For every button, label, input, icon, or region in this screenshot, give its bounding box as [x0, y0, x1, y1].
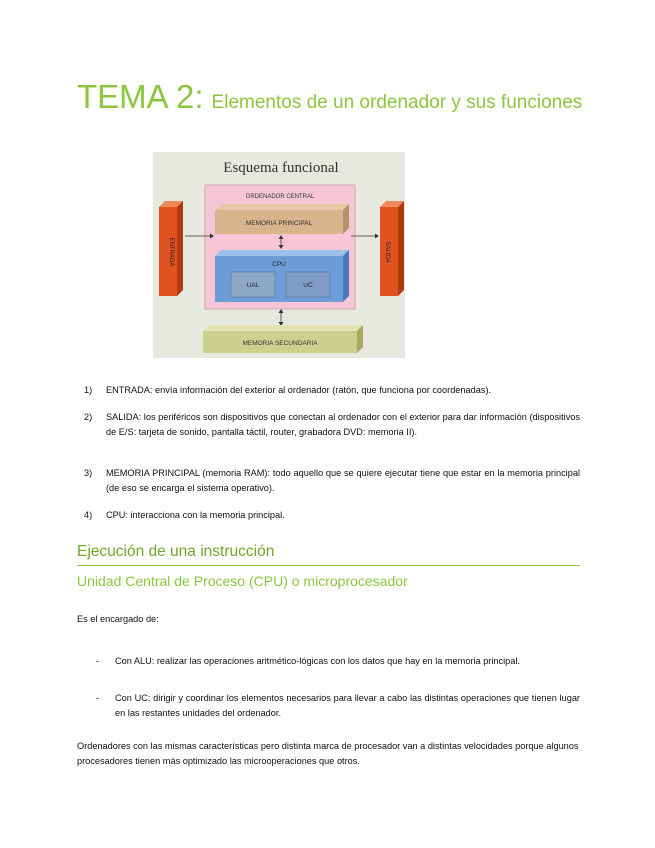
list-number: 3): [84, 468, 93, 478]
closing-paragraph: Ordenadores con las mismas características pero distinta marca de procesador van a distintas velocidades porque algunos procesadores tienen más optimizado las microoperaciones que otros.: [77, 741, 579, 766]
cpu-side: [343, 250, 349, 302]
salida-label: SALIDA: [384, 241, 390, 263]
subsection-heading: Unidad Central de Proceso (CPU) o microprocesador: [77, 573, 408, 589]
list-text: CPU: interacciona con la memoria principal.: [106, 510, 285, 520]
list-number: 2): [84, 412, 93, 422]
bullet-dash: -: [96, 693, 100, 703]
title-subtitle: Elementos de un ordenador y sus funciones: [211, 92, 583, 113]
cpu-top: [215, 250, 349, 256]
bullet-item: [96, 691, 580, 721]
functional-diagram: [153, 152, 405, 358]
list-item: [84, 466, 580, 496]
bullet-text: Con UC: dirigir y coordinar los elementos necesarios para llevar a cabo las distintas operaciones que tienen lugar en las restantes unidades del ordenador.: [115, 693, 580, 718]
memoria-principal-label: MEMORIA PRINCIPAL: [245, 220, 313, 227]
bullet-text: Con ALU: realizar las operaciones aritmético-lógicas con los datos que hay en la memoria principal.: [115, 656, 520, 666]
diagram-heading: Esquema funcional: [223, 160, 339, 176]
memoria-top: [215, 204, 349, 210]
list-text: SALIDA: los periféricos son dispositivos que conectan al ordenador con el exterior para dar información (dispositivos de E/S: tarjeta de sonido, pantalla táctil, router, grabadora DVD: memoria II).: [106, 412, 580, 437]
salida-side: [398, 201, 404, 296]
ual-label: UAL: [246, 282, 260, 289]
list-text: ENTRADA: envía información del exterior al ordenador (ratón, que funciona por coordenadas).: [106, 385, 492, 395]
section-heading: Ejecución de una instrucción: [77, 543, 275, 560]
list-item: [84, 410, 580, 455]
list-number: 1): [84, 385, 93, 395]
section-divider: [77, 565, 580, 566]
list-text: MEMORIA PRINCIPAL (memoria RAM): todo aquello que se quiere ejecutar tiene que estar en la memoria principal (de eso se encarga el sistema operativo).: [106, 468, 580, 493]
entrada-label: ENTRADA: [168, 237, 174, 267]
cpu-label: CPU: [272, 261, 286, 268]
entrada-side: [177, 201, 183, 296]
secundaria-top: [203, 325, 363, 331]
central-label: ORDENADOR CENTRAL: [245, 194, 315, 200]
memoria-secundaria-label: MEMORIA SECUNDARIA: [242, 340, 318, 347]
page-title: [77, 78, 582, 116]
title-main: TEMA 2:: [77, 78, 204, 115]
bullet-item: [96, 654, 580, 684]
intro-text: Es el encargado de:: [77, 614, 159, 624]
list-number: 4): [84, 510, 93, 520]
bullet-dash: -: [96, 656, 100, 666]
uc-label: UC: [303, 282, 313, 289]
